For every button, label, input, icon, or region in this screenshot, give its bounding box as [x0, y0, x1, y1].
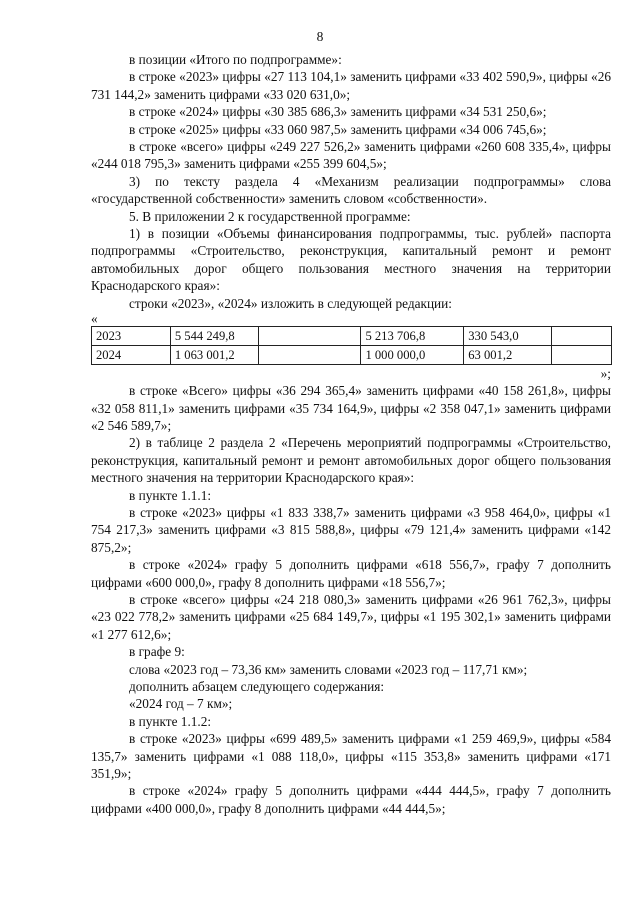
financing-table [91, 326, 612, 365]
table-cell: 1 000 000,0 [361, 346, 464, 365]
table-cell: 2024 [92, 346, 171, 365]
paragraph: в строке «2024» графу 5 дополнить цифрами «618 556,7», графу 7 дополнить цифрами «600 000,0», графу 8 дополнить цифрами «18 556,7»; [91, 557, 611, 590]
table-cell: 5 544 249,8 [170, 327, 258, 346]
document-body [91, 51, 611, 817]
paragraph: в позиции «Итого по подпрограмме»: [129, 52, 342, 67]
paragraph: в пункте 1.1.1: [129, 487, 212, 503]
paragraph: 5. В приложении 2 к государственной программе: [129, 208, 411, 224]
paragraph: в пункте 1.1.2: [129, 713, 212, 729]
quote-close: »; [600, 366, 611, 382]
table-cell [552, 327, 612, 346]
table-cell [552, 346, 612, 365]
table-cell [258, 346, 361, 365]
paragraph: «2024 год – 7 км»; [129, 696, 233, 712]
amendment-paragraphs-bottom [91, 382, 611, 817]
paragraph: в строке «2023» цифры «27 113 104,1» заменить цифрами «33 402 590,9», цифры «26 731 144,2» заменить цифрами «33 020 631,0»; [91, 69, 611, 102]
paragraph: в строке «2024» цифры «30 385 686,3» заменить цифрами «34 531 250,6»; [129, 104, 547, 120]
table-cell: 63 001,2 [464, 346, 552, 365]
paragraph: строки «2023», «2024» изложить в следующей редакции: [129, 295, 452, 311]
table-cell [258, 327, 361, 346]
table-cell: 5 213 706,8 [361, 327, 464, 346]
table-cell: 2023 [92, 327, 171, 346]
paragraph: в строке «Всего» цифры «36 294 365,4» заменить цифрами «40 158 261,8», цифры «32 058 811,1» заменить цифрами «35 734 164,9», цифры «2 358 047,1» заменить цифрами «2 546 589,7»; [91, 383, 611, 433]
table-row [92, 346, 612, 365]
paragraph: в строке «2023» цифры «699 489,5» заменить цифрами «1 259 469,9», цифры «584 135,7» заменить цифрами «1 088 118,0», цифры «115 353,8» заменить цифрами «171 351,9»; [91, 731, 611, 782]
paragraph: в строке «2024» графу 5 дополнить цифрами «444 444,5», графу 7 дополнить цифрами «400 000,0», графу 8 дополнить цифрами «44 444,5»; [91, 783, 611, 816]
paragraph: дополнить абзацем следующего содержания: [129, 679, 385, 694]
table-cell: 1 063 001,2 [170, 346, 258, 365]
paragraph: в строке «2023» цифры «1 833 338,7» заменить цифрами «3 958 464,0», цифры «1 754 217,3» заменить цифрами «3 815 588,8», цифры «79 121,4» заменить цифрами «142 875,2»; [91, 504, 611, 555]
paragraph: в строке «всего» цифры «249 227 526,2» заменить цифрами «260 608 335,4», цифры «244 018 795,3» заменить цифрами «255 399 604,5»; [91, 139, 611, 172]
table-cell: 330 543,0 [464, 327, 552, 346]
table-row [92, 327, 612, 346]
page-number: 8 [316, 29, 324, 44]
paragraph: в графе 9: [129, 644, 185, 660]
paragraph: 1) в позиции «Объемы финансирования подпрограммы, тыс. рублей» паспорта подпрограммы «Строительство, реконструкция, капитальный ремонт и ремонт автомобильных дорог общего пользования местного значения на территории Краснодарского края»: [91, 226, 611, 294]
quote-open: « [91, 311, 98, 327]
paragraph: в строке «2025» цифры «33 060 987,5» заменить цифрами «34 006 745,6»; [129, 121, 547, 137]
amendment-paragraphs-top [91, 51, 611, 312]
paragraph: 3) по тексту раздела 4 «Механизм реализации подпрограммы» слова «государственной собственности» заменить словом «собственности». [91, 173, 611, 207]
paragraph: 2) в таблице 2 раздела 2 «Перечень мероприятий подпрограммы «Строительство, реконструкция, капитальный ремонт и ремонт автомобильных дорог общего пользования местного значения на территории Краснодарского края»: [91, 435, 611, 486]
paragraph: в строке «всего» цифры «24 218 080,3» заменить цифрами «26 961 762,3», цифры «23 022 778,2» заменить цифрами «25 684 149,7», цифры «1 195 302,1» заменить цифрами «1 277 612,6»; [91, 591, 611, 642]
paragraph: слова «2023 год – 73,36 км» заменить словами «2023 год – 117,71 км»; [129, 661, 528, 677]
